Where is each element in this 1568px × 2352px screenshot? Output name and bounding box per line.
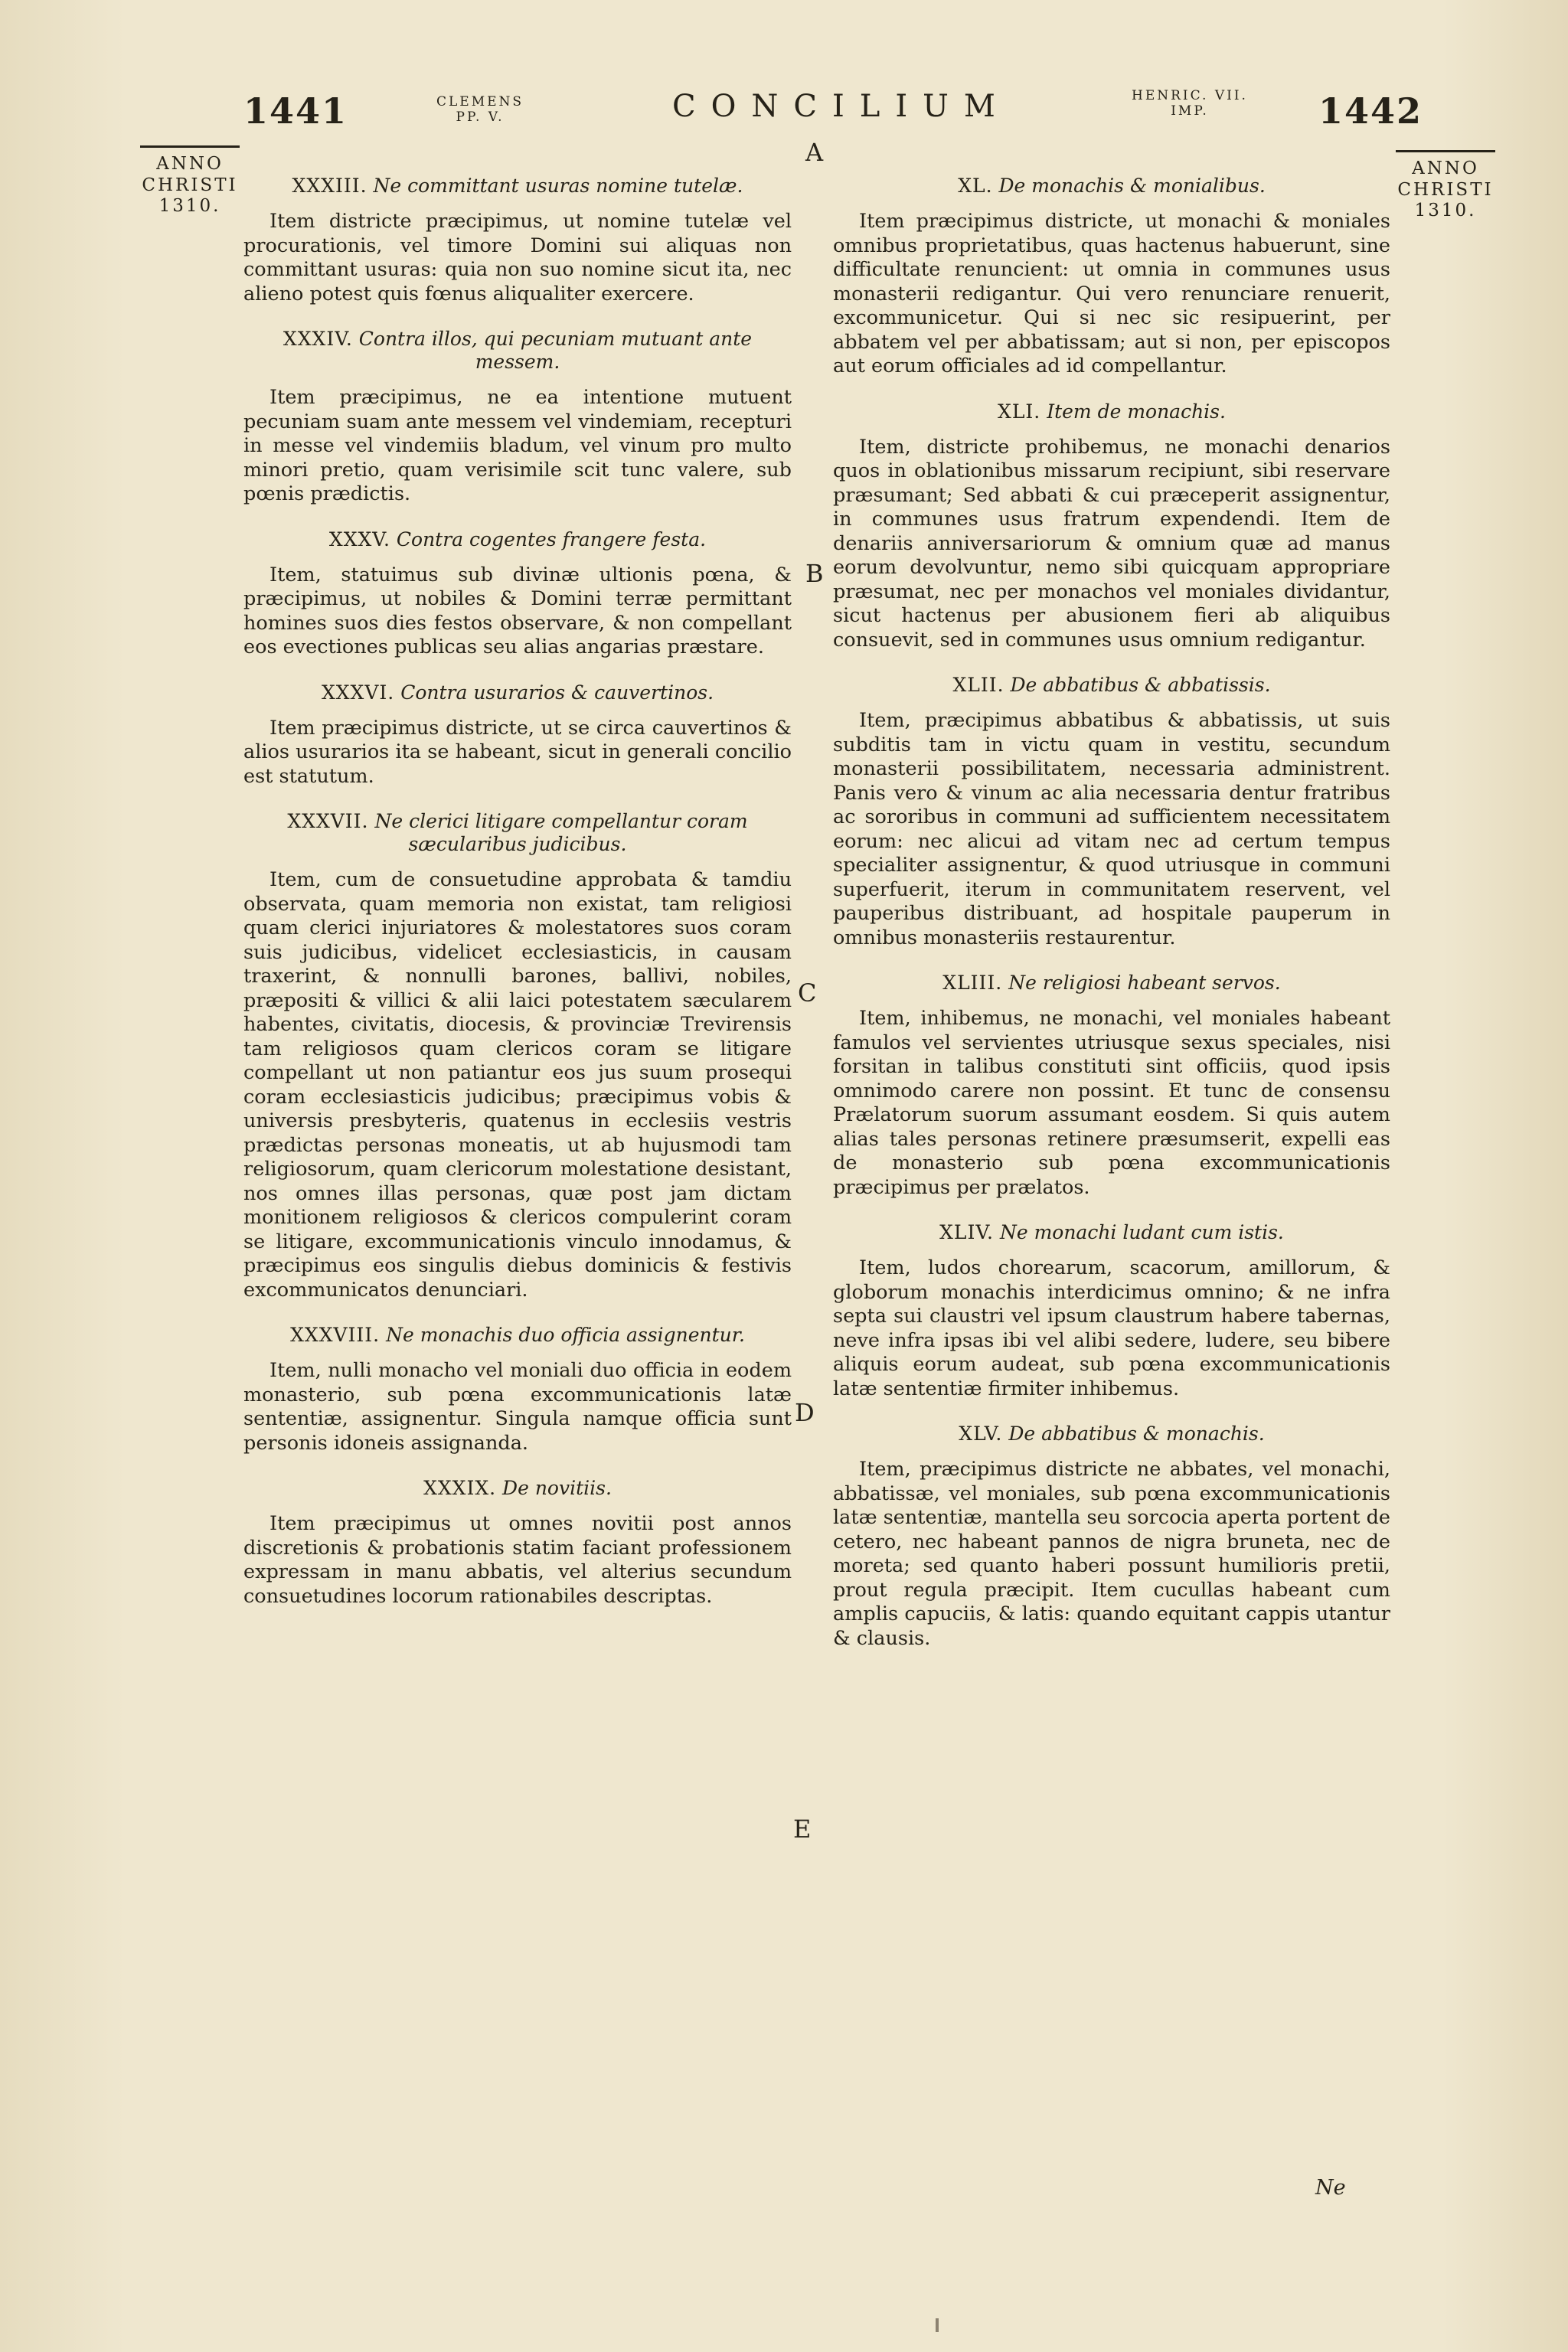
canon-heading — [243, 681, 792, 704]
canon-text: Item districte præcipimus, ut nomine tutelæ vel procurationis, vel timore Domini sui aliquas non committant usuras: quia non suo nomine sicut ita, nec alieno potest quis fœnus aliqualiter exercere. — [243, 210, 792, 305]
left-year-rule — [140, 145, 240, 148]
canon-heading — [243, 810, 792, 856]
margin-letter-d: D — [795, 1398, 815, 1427]
canon-heading — [243, 1477, 792, 1500]
canon-title: Contra usurarios & cauvertinos. — [400, 681, 714, 704]
canon-title: Item de monachis. — [1047, 400, 1226, 423]
left-christi-label: CHRISTI — [142, 175, 238, 195]
canon-number: XXXIII. — [292, 175, 368, 197]
canon-number: XL. — [958, 175, 993, 197]
canon-section — [833, 972, 1390, 1200]
canon-text: Item præcipimus ut omnes novitii post annos discretionis & probationis statim faciant professionem expressam in manu abbatis, vel alterius secundum consuetudines locorum rationabiles descriptas. — [243, 1512, 792, 1608]
left-anno-label: ANNO — [156, 154, 224, 174]
left-pope-sub: PP. V. — [456, 109, 505, 125]
running-title: CONCILIUM — [672, 89, 1011, 124]
canon-heading — [833, 1423, 1390, 1446]
left-text-column — [243, 164, 792, 1630]
canon-text: Item, præcipimus districte ne abbates, vel monachi, abbatissæ, vel moniales, sub pœna excommunicationis latæ sententiæ, mantella seu sorcocia aperta portent de cetero, nec habeant pannos de nigra bruneta, nec de moreta; sed quanto haberi possunt humilioris pretii, prout regula præcipit. Item cucullas habeant cum amplis capuciis, & latis: quando equitant cappis utantur & clausis. — [833, 1458, 1390, 1650]
margin-letter-e: E — [793, 1815, 812, 1844]
right-page-number: 1442 — [1318, 90, 1423, 132]
canon-text: Item, statuimus sub divinæ ultionis pœna, & præcipimus, ut nobiles & Domini terræ permittant homines suos dies festos observare, & non compellant eos evectiones publicas seu alias angarias præstare. — [243, 563, 792, 658]
canon-heading — [243, 1324, 792, 1347]
canon-section — [243, 175, 792, 306]
canon-number: XLII. — [952, 674, 1004, 696]
margin-letter-c: C — [798, 978, 817, 1008]
margin-letter-b: B — [805, 559, 824, 588]
canon-number: XLIII. — [942, 972, 1003, 994]
canon-heading — [243, 175, 792, 198]
canon-heading — [833, 175, 1390, 198]
left-year-label: 1310. — [158, 196, 221, 217]
right-text-column — [833, 164, 1390, 1672]
canon-heading — [833, 972, 1390, 995]
canon-title: De monachis & monialibus. — [998, 175, 1266, 197]
canon-title: Ne clerici litigare compellantur coram sæcularibus judicibus. — [374, 810, 748, 855]
right-christi-label: CHRISTI — [1397, 179, 1494, 200]
canon-number: XXXIX. — [423, 1477, 497, 1499]
canon-title: De abbatibus & monachis. — [1008, 1423, 1265, 1445]
canon-text: Item, præcipimus abbatibus & abbatissis, ut suis subditis tam in victu quam in vestitu, secundum monasterii possibilitatem, necessaria administrent. Panis vero & vinum ac alia necessaria dentur fratribus ac sororibus in communi ad sufficientem necessitatem eorum: nec alicui ad vitam nec ad certum tempus specialiter assignentur, & quod utriusque in communi superfuerit, iterum in communitatem reservent, vel pauperibus distribuant, ad hospitale pauperum in omnibus monasteriis restaurentur. — [833, 709, 1390, 949]
canon-title: Ne monachi ludant cum istis. — [999, 1221, 1284, 1243]
canon-number: XXXV. — [328, 528, 390, 550]
canon-text: Item, nulli monacho vel moniali duo officia in eodem monasterio, sub pœna excommunicationis latæ sententiæ, assignentur. Singula namque officia sunt personis idoneis assignanda. — [243, 1359, 792, 1455]
left-pope-name: CLEMENS — [436, 94, 524, 109]
canon-title: Ne monachis duo officia assignentur. — [386, 1324, 745, 1346]
canon-number: XLI. — [998, 400, 1041, 423]
canon-heading — [833, 674, 1390, 697]
margin-letter-a: A — [805, 138, 824, 167]
left-year-note — [129, 145, 251, 217]
right-anno-label: ANNO — [1412, 158, 1479, 178]
canon-title: Contra illos, qui pecuniam mutuant ante messem. — [358, 328, 753, 373]
canon-heading — [833, 400, 1390, 423]
canon-section — [833, 1221, 1390, 1401]
canon-title: De abbatibus & abbatissis. — [1010, 674, 1271, 696]
canon-text: Item, inhibemus, ne monachi, vel moniales habeant famulos vel servientes utriusque sexus speciales, nisi forsitan in talibus constituti sint officiis, quod ipsis omnimodo carere non possint. Et tunc de consensu Prælatorum suorum assumant eosdem. Si quis autem alias tales personas retinere præsumserit, expelli eas de monasterio sub pœna excommunicationis præcipimus per prælatos. — [833, 1007, 1390, 1199]
canon-section — [243, 810, 792, 1302]
canon-title: Ne committant usuras nomine tutelæ. — [373, 175, 743, 197]
canon-text: Item, ludos chorearum, scacorum, amillorum, & globorum monachis interdicimus omnino; & ne infra septa sui claustri vel ipsum claustrum habere tabernas, neve infra ipsas ibi vel alibi sedere, ludere, seu bibere aliquis eorum audeat, sub pœna excommunicationis latæ sententiæ firmiter inhibemus. — [833, 1256, 1390, 1400]
canon-title: De novitiis. — [502, 1477, 612, 1499]
canon-section — [833, 1423, 1390, 1651]
ink-speck — [936, 2318, 939, 2332]
canon-text: Item præcipimus, ne ea intentione mutuent pecuniam suam ante messem vel vindemiam, recepturi in messe vel vindemiis bladum, vel vinum pro multo minori pretio, quam verisimile scit tunc valere, sub pœnis prædictis. — [243, 386, 792, 505]
canon-section — [243, 681, 792, 789]
right-emperor-name: HENRIC. VII. — [1132, 88, 1248, 103]
canon-text: Item, cum de consuetudine approbata & tamdiu observata, quam memoria non existat, tam religiosi quam clerici injuriatores & molestatores suos coram suis judicibus, videlicet ecclesiasticis, in causam traxerint, & nonnulli barones, ballivi, nobiles, præpositi & villici & alii laici potestatem sæcularem habentes, civitatis, diocesis, & provinciæ Trevirensis tam religiosos quam clericos coram se litigare compellant ut non patiantur eos jus suum prosequi coram ecclesiasticis judicibus; præcipimus vobis & universis presbyteris, quatenus in ecclesiis vestris prædictas personas moneatis, ut ab hujusmodi tam religiosorum, quam clericorum molestatione desistant, nos omnes illas personas, quæ post jam dictam monitionem religiosos & clericos compulerint coram se litigare, excommunicationis vinculo innodamus, & præcipimus eos singulis diebus dominicis & festivis excommunicatos denunciari. — [243, 868, 792, 1302]
canon-text: Item præcipimus districte, ut monachi & moniales omnibus proprietatibus, quas hactenus habuerunt, sine difficultate renuncient: ut omnia in communes usus monasterii redigantur. Qui vero renunciare renuerit, excommunicetur. Qui si nec sic resipuerint, per abbatem vel per abbatissam; aut si non, per episcopos aut eorum officiales ad id compellantur. — [833, 210, 1390, 377]
canon-number: XXXVII. — [287, 810, 369, 832]
canon-section — [243, 1324, 792, 1455]
right-year-rule — [1396, 150, 1495, 152]
canon-section — [243, 528, 792, 660]
right-emperor-label — [1132, 89, 1248, 119]
left-page-number: 1441 — [243, 90, 348, 132]
canon-section — [833, 400, 1390, 653]
catchword: Ne — [1315, 2176, 1346, 2200]
right-year-note — [1384, 150, 1507, 222]
canon-title: Ne religiosi habeant servos. — [1008, 972, 1281, 994]
canon-number: XXXIV. — [283, 328, 353, 350]
canon-heading — [833, 1221, 1390, 1244]
canon-section — [243, 1477, 792, 1609]
canon-section — [243, 328, 792, 507]
canon-number: XXXVI. — [321, 681, 395, 704]
canon-text: Item præcipimus districte, ut se circa cauvertinos & alios usurarios ita se habeant, sicut in generali concilio est statutum. — [243, 716, 792, 788]
canon-text: Item, districte prohibemus, ne monachi denarios quos in oblationibus missarum recipiunt, sibi reservare præsumant; Sed abbati & cui præceperit assignentur, in communes usus fratrum expendendi. Item de denariis anniversariorum & omnium quæ ad manus eorum devolvuntur, nemo sibi quicquam appropriare præsumat, nec per monachos vel moniales dividantur, sicut hactenus per abusionem fieri ab aliquibus consuevit, sed in communes usus omnium redigantur. — [833, 435, 1390, 652]
left-pope-label — [436, 95, 524, 125]
canon-number: XXXVIII. — [290, 1324, 381, 1346]
canon-number: XLV. — [959, 1423, 1003, 1445]
canon-title: Contra cogentes frangere festa. — [396, 528, 707, 550]
canon-heading — [243, 328, 792, 374]
canon-number: XLIV. — [939, 1221, 994, 1243]
right-year-label: 1310. — [1414, 201, 1477, 221]
canon-section — [833, 674, 1390, 950]
right-emperor-sub: IMP. — [1171, 103, 1209, 119]
canon-section — [833, 175, 1390, 379]
canon-heading — [243, 528, 792, 551]
